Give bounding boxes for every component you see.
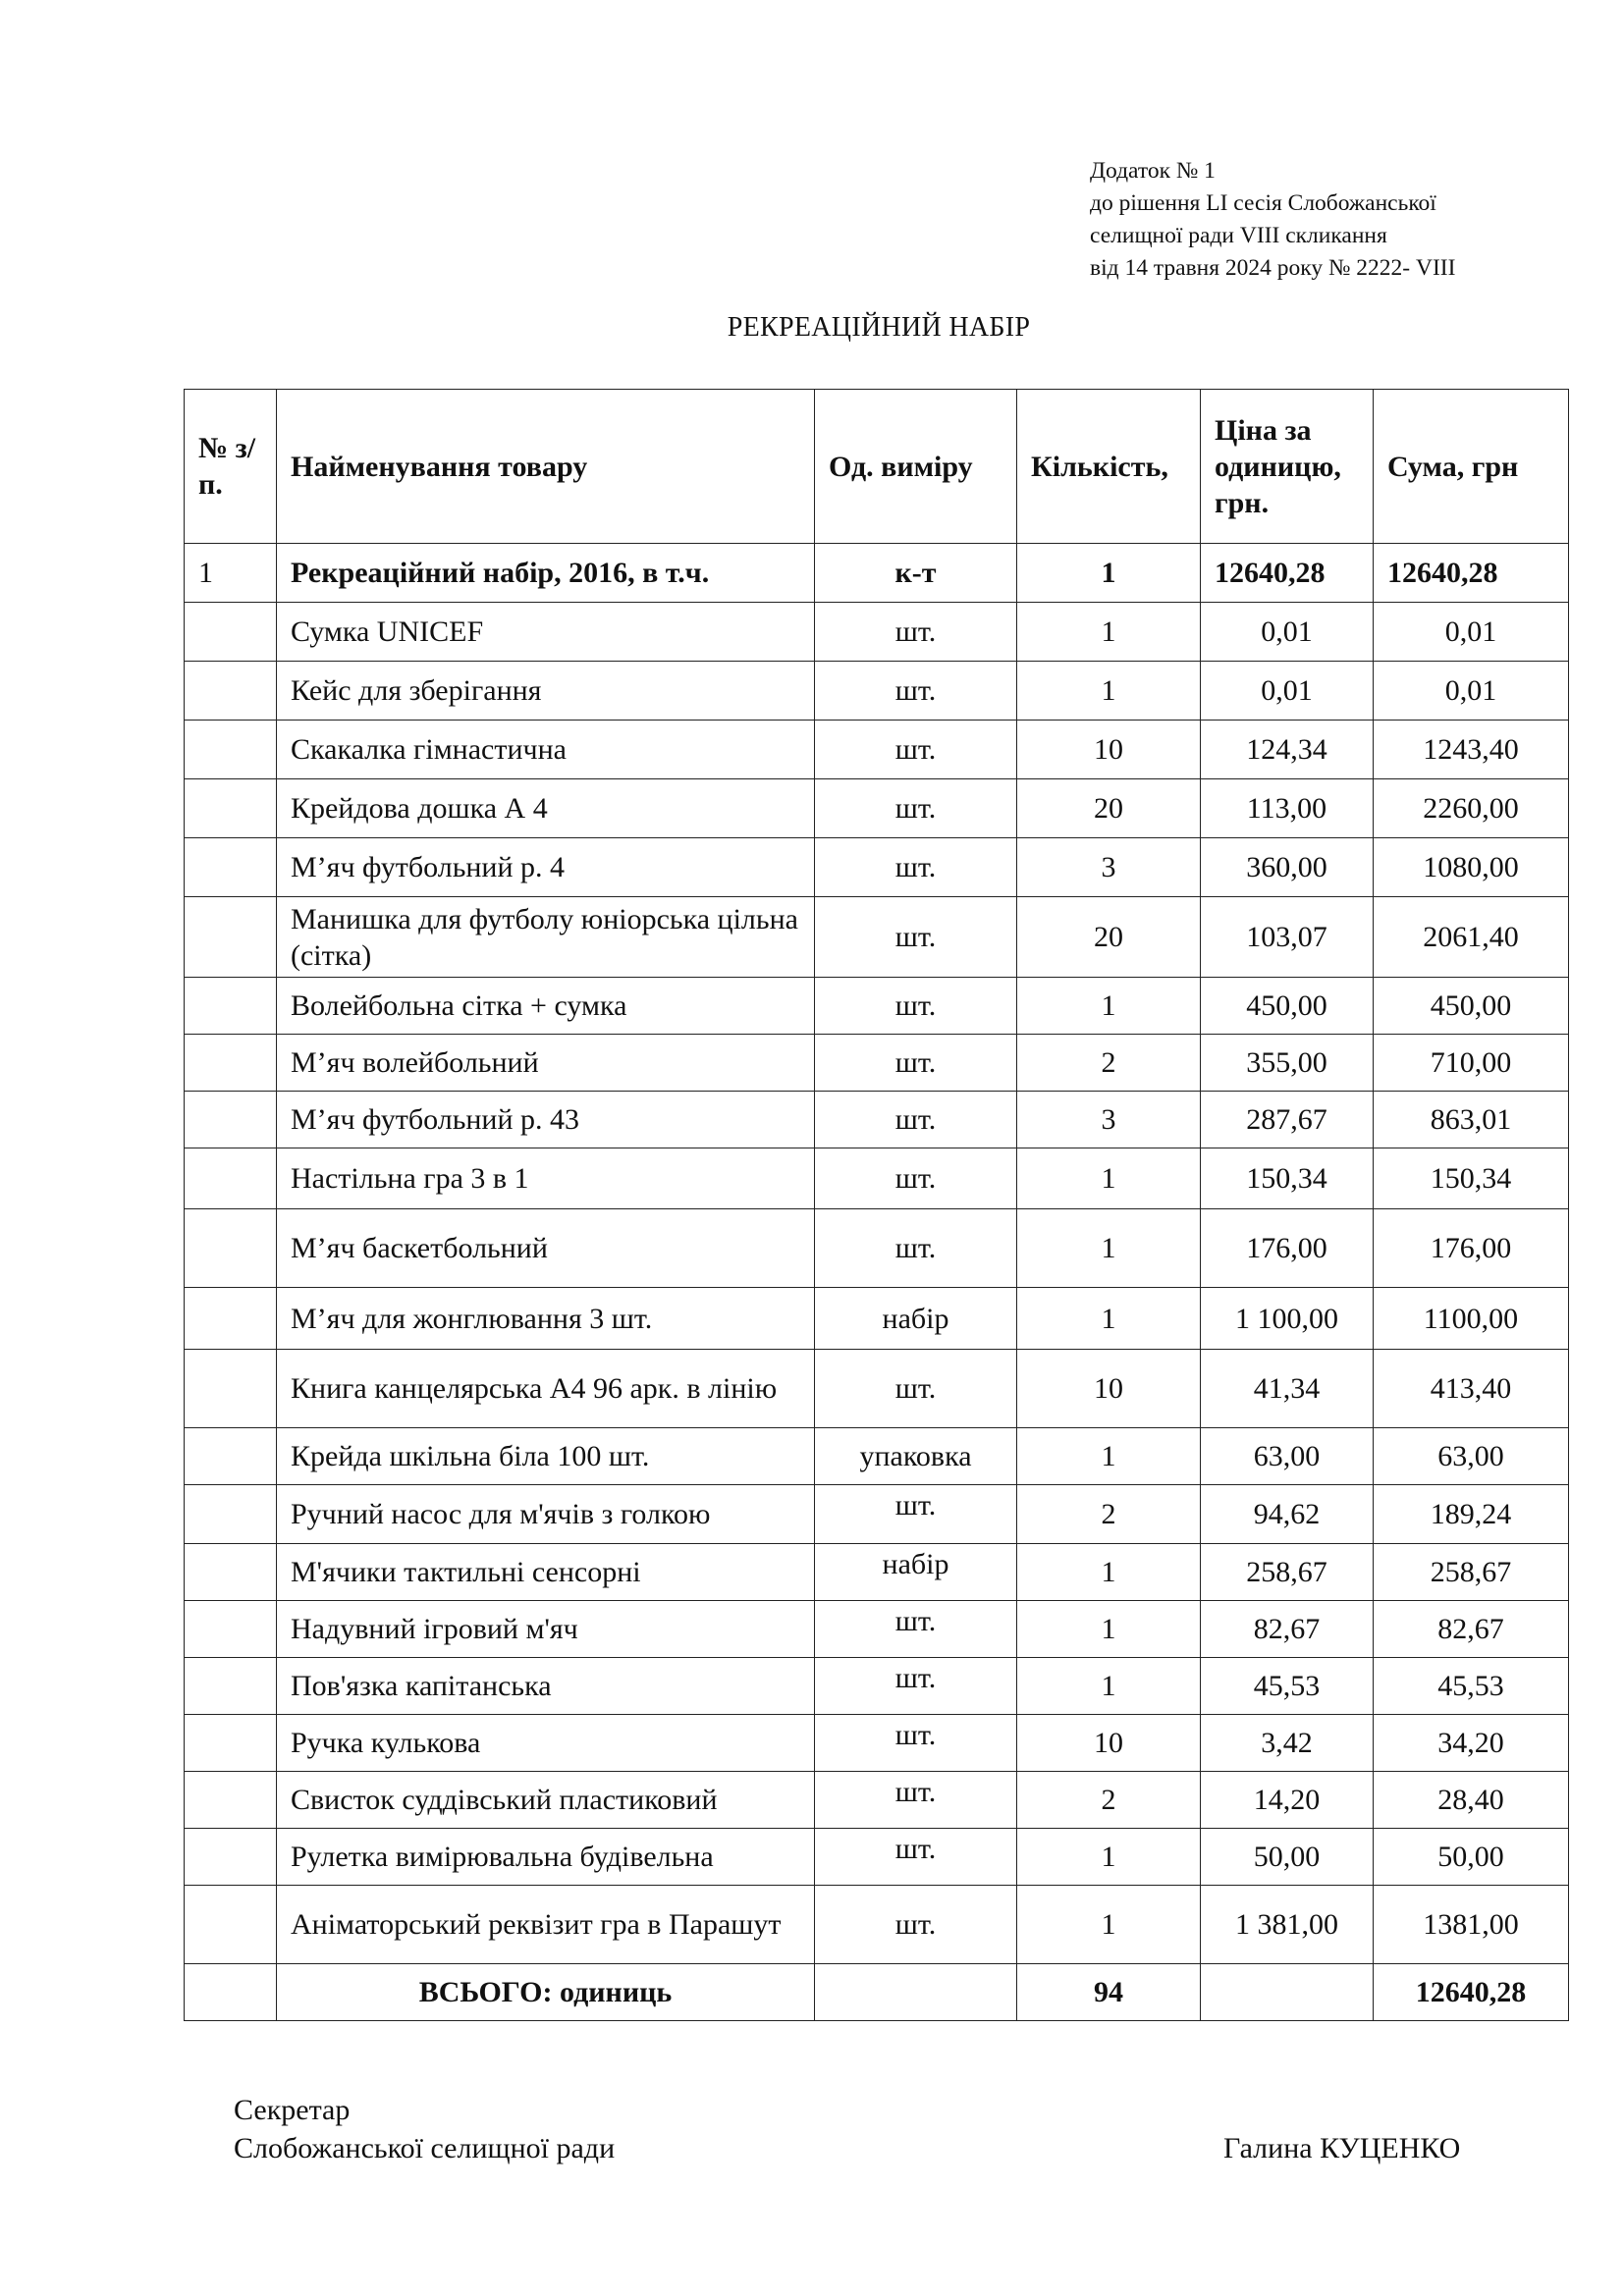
table-row — [185, 1092, 1569, 1148]
cell-sum: 0,01 — [1374, 603, 1569, 662]
cell-qty: 1 — [1017, 1601, 1201, 1658]
cell-price: 1 100,00 — [1201, 1288, 1374, 1350]
cell-num — [185, 1886, 277, 1964]
cell-price: 41,34 — [1201, 1350, 1374, 1428]
cell-name: М’яч волейбольний — [277, 1035, 815, 1092]
table-row — [185, 1428, 1569, 1485]
cell-num — [185, 1829, 277, 1886]
cell-unit: шт. — [815, 779, 1017, 838]
table-row — [185, 603, 1569, 662]
cell-name: Кейс для зберігання — [277, 662, 815, 721]
cell-sum: 0,01 — [1374, 662, 1569, 721]
cell-name: Ручка кулькова — [277, 1715, 815, 1772]
cell-price: 14,20 — [1201, 1772, 1374, 1829]
table-row — [185, 1715, 1569, 1772]
cell-name: Аніматорський реквізит гра в Парашут — [277, 1886, 815, 1964]
cell-sum: 63,00 — [1374, 1428, 1569, 1485]
cell-name: М’яч для жонглювання 3 шт. — [277, 1288, 815, 1350]
cell-unit: шт. — [815, 1715, 1017, 1772]
cell-empty — [1201, 1964, 1374, 2021]
position-line-1: Секретар — [234, 2094, 351, 2126]
cell-price: 0,01 — [1201, 662, 1374, 721]
table-row — [185, 1350, 1569, 1428]
cell-qty: 1 — [1017, 978, 1201, 1035]
cell-price: 45,53 — [1201, 1658, 1374, 1715]
cell-name: Рулетка вимірювальна будівельна — [277, 1829, 815, 1886]
cell-price: 176,00 — [1201, 1209, 1374, 1288]
cell-sum: 258,67 — [1374, 1544, 1569, 1601]
table-row — [185, 1772, 1569, 1829]
cell-name: М'ячики тактильні сенсорні — [277, 1544, 815, 1601]
cell-num — [185, 1658, 277, 1715]
cell-sum: 863,01 — [1374, 1092, 1569, 1148]
table-row — [185, 897, 1569, 978]
document-title: РЕКРЕАЦІЙНИЙ НАБІР — [727, 312, 1031, 343]
cell-sum: 1243,40 — [1374, 721, 1569, 779]
cell-num — [185, 1092, 277, 1148]
addendum-line-3: селищної ради VIII скликання — [1090, 223, 1387, 248]
table-row — [185, 1886, 1569, 1964]
cell-num — [185, 1601, 277, 1658]
cell-qty: 1 — [1017, 1658, 1201, 1715]
table-row — [185, 1544, 1569, 1601]
cell-qty: 1 — [1017, 1886, 1201, 1964]
cell-name: Надувний ігровий м'яч — [277, 1601, 815, 1658]
table-header-row — [185, 390, 1569, 544]
cell-name: Крейдова дошка А 4 — [277, 779, 815, 838]
header-num: № з/п. — [185, 390, 277, 544]
cell-name: Ручний насос для м'ячів з голкою — [277, 1485, 815, 1544]
cell-unit: набір — [815, 1544, 1017, 1601]
cell-price: 360,00 — [1201, 838, 1374, 897]
cell-price: 355,00 — [1201, 1035, 1374, 1092]
cell-price: 450,00 — [1201, 978, 1374, 1035]
cell-price: 150,34 — [1201, 1148, 1374, 1209]
cell-unit: шт. — [815, 1148, 1017, 1209]
table-body — [185, 544, 1569, 2021]
cell-qty: 1 — [1017, 662, 1201, 721]
cell-price: 258,67 — [1201, 1544, 1374, 1601]
cell-num — [185, 1485, 277, 1544]
cell-unit: шт. — [815, 721, 1017, 779]
cell-num — [185, 779, 277, 838]
cell-qty: 3 — [1017, 1092, 1201, 1148]
cell-num — [185, 1350, 277, 1428]
cell-empty — [815, 1964, 1017, 2021]
cell-sum: 189,24 — [1374, 1485, 1569, 1544]
cell-empty — [185, 1964, 277, 2021]
cell-sum: 1100,00 — [1374, 1288, 1569, 1350]
position-line-2: Слобожанської селищної ради — [234, 2132, 616, 2164]
cell-unit: шт. — [815, 1829, 1017, 1886]
header-qty: Кількість, — [1017, 390, 1201, 544]
table-row — [185, 1148, 1569, 1209]
cell-name: М’яч футбольний р. 4 — [277, 838, 815, 897]
table-row — [185, 1829, 1569, 1886]
table-row — [185, 1658, 1569, 1715]
cell-unit: шт. — [815, 1209, 1017, 1288]
cell-price: 50,00 — [1201, 1829, 1374, 1886]
cell-qty: 3 — [1017, 838, 1201, 897]
cell-name: Волейбольна сітка + сумка — [277, 978, 815, 1035]
cell-num — [185, 721, 277, 779]
cell-price: 0,01 — [1201, 603, 1374, 662]
addendum-block — [1090, 155, 1455, 285]
cell-unit: шт. — [815, 978, 1017, 1035]
cell-unit: к-т — [815, 544, 1017, 603]
cell-qty: 1 — [1017, 1209, 1201, 1288]
cell-unit: шт. — [815, 1886, 1017, 1964]
cell-qty: 1 — [1017, 544, 1201, 603]
cell-num — [185, 978, 277, 1035]
cell-num — [185, 1288, 277, 1350]
table-row — [185, 662, 1569, 721]
cell-unit: шт. — [815, 1601, 1017, 1658]
cell-price: 12640,28 — [1201, 544, 1374, 603]
cell-num: 1 — [185, 544, 277, 603]
cell-price: 124,34 — [1201, 721, 1374, 779]
cell-price: 113,00 — [1201, 779, 1374, 838]
cell-qty: 10 — [1017, 1715, 1201, 1772]
cell-sum: 1381,00 — [1374, 1886, 1569, 1964]
cell-price: 287,67 — [1201, 1092, 1374, 1148]
cell-price: 94,62 — [1201, 1485, 1374, 1544]
cell-sum: 82,67 — [1374, 1601, 1569, 1658]
total-sum: 12640,28 — [1374, 1964, 1569, 2021]
cell-qty: 1 — [1017, 1829, 1201, 1886]
cell-num — [185, 1544, 277, 1601]
table-row — [185, 838, 1569, 897]
cell-sum: 50,00 — [1374, 1829, 1569, 1886]
addendum-line-4: від 14 травня 2024 року № 2222- VIII — [1090, 255, 1456, 281]
table-row — [185, 1035, 1569, 1092]
cell-num — [185, 1148, 277, 1209]
cell-unit: шт. — [815, 1772, 1017, 1829]
cell-sum: 176,00 — [1374, 1209, 1569, 1288]
total-label: ВСЬОГО: одиниць — [277, 1964, 815, 2021]
cell-num — [185, 1772, 277, 1829]
cell-sum: 12640,28 — [1374, 544, 1569, 603]
cell-sum: 28,40 — [1374, 1772, 1569, 1829]
cell-unit: шт. — [815, 1092, 1017, 1148]
cell-name: М’яч футбольний р. 43 — [277, 1092, 815, 1148]
cell-qty: 1 — [1017, 1544, 1201, 1601]
header-unit: Од. виміру — [815, 390, 1017, 544]
cell-sum: 45,53 — [1374, 1658, 1569, 1715]
table-row — [185, 1209, 1569, 1288]
cell-qty: 1 — [1017, 603, 1201, 662]
header-name: Найменування товару — [277, 390, 815, 544]
cell-name: Свисток суддівський пластиковий — [277, 1772, 815, 1829]
table-row — [185, 1601, 1569, 1658]
cell-name: Крейда шкільна біла 100 шт. — [277, 1428, 815, 1485]
cell-unit: шт. — [815, 1035, 1017, 1092]
cell-name: Рекреаційний набір, 2016, в т.ч. — [277, 544, 815, 603]
cell-num — [185, 603, 277, 662]
cell-sum: 34,20 — [1374, 1715, 1569, 1772]
cell-sum: 710,00 — [1374, 1035, 1569, 1092]
cell-price: 63,00 — [1201, 1428, 1374, 1485]
cell-price: 82,67 — [1201, 1601, 1374, 1658]
cell-sum: 413,40 — [1374, 1350, 1569, 1428]
addendum-line-1: Додаток № 1 — [1090, 158, 1216, 184]
cell-name: Пов'язка капітанська — [277, 1658, 815, 1715]
cell-unit: упаковка — [815, 1428, 1017, 1485]
cell-sum: 2061,40 — [1374, 897, 1569, 978]
cell-num — [185, 1715, 277, 1772]
cell-qty: 1 — [1017, 1428, 1201, 1485]
cell-num — [185, 838, 277, 897]
cell-num — [185, 897, 277, 978]
cell-qty: 1 — [1017, 1288, 1201, 1350]
table-row — [185, 779, 1569, 838]
cell-price: 103,07 — [1201, 897, 1374, 978]
cell-sum: 1080,00 — [1374, 838, 1569, 897]
cell-num — [185, 1035, 277, 1092]
table-row — [185, 1485, 1569, 1544]
cell-unit: шт. — [815, 1350, 1017, 1428]
cell-qty: 10 — [1017, 1350, 1201, 1428]
total-qty: 94 — [1017, 1964, 1201, 2021]
table-row — [185, 1288, 1569, 1350]
cell-name: Манишка для футболу юніорська цільна (сітка) — [277, 897, 815, 978]
cell-unit: шт. — [815, 603, 1017, 662]
signatory-name: Галина КУЦЕНКО — [1223, 2132, 1461, 2164]
table-row — [185, 721, 1569, 779]
cell-unit: шт. — [815, 897, 1017, 978]
cell-unit: шт. — [815, 838, 1017, 897]
cell-price: 3,42 — [1201, 1715, 1374, 1772]
signature-position — [234, 2091, 615, 2167]
cell-qty: 2 — [1017, 1035, 1201, 1092]
cell-unit: шт. — [815, 662, 1017, 721]
cell-sum: 2260,00 — [1374, 779, 1569, 838]
table-row — [185, 544, 1569, 603]
cell-name: М’яч баскетбольний — [277, 1209, 815, 1288]
cell-num — [185, 662, 277, 721]
cell-qty: 2 — [1017, 1772, 1201, 1829]
cell-name: Сумка UNICEF — [277, 603, 815, 662]
cell-qty: 2 — [1017, 1485, 1201, 1544]
header-price: Ціна за одиницю, грн. — [1201, 390, 1374, 544]
cell-name: Скакалка гімнастична — [277, 721, 815, 779]
cell-num — [185, 1428, 277, 1485]
cell-sum: 450,00 — [1374, 978, 1569, 1035]
cell-unit: шт. — [815, 1485, 1017, 1544]
cell-qty: 10 — [1017, 721, 1201, 779]
items-table — [184, 389, 1569, 2021]
cell-num — [185, 1209, 277, 1288]
header-sum: Сума, грн — [1374, 390, 1569, 544]
cell-qty: 20 — [1017, 779, 1201, 838]
cell-unit: шт. — [815, 1658, 1017, 1715]
cell-name: Книга канцелярська А4 96 арк. в лінію — [277, 1350, 815, 1428]
cell-price: 1 381,00 — [1201, 1886, 1374, 1964]
cell-sum: 150,34 — [1374, 1148, 1569, 1209]
addendum-line-2: до рішення LI сесія Слобожанської — [1090, 190, 1436, 216]
table-total-row — [185, 1964, 1569, 2021]
cell-name: Настільна гра 3 в 1 — [277, 1148, 815, 1209]
cell-qty: 1 — [1017, 1148, 1201, 1209]
cell-unit: набір — [815, 1288, 1017, 1350]
cell-qty: 20 — [1017, 897, 1201, 978]
table-row — [185, 978, 1569, 1035]
